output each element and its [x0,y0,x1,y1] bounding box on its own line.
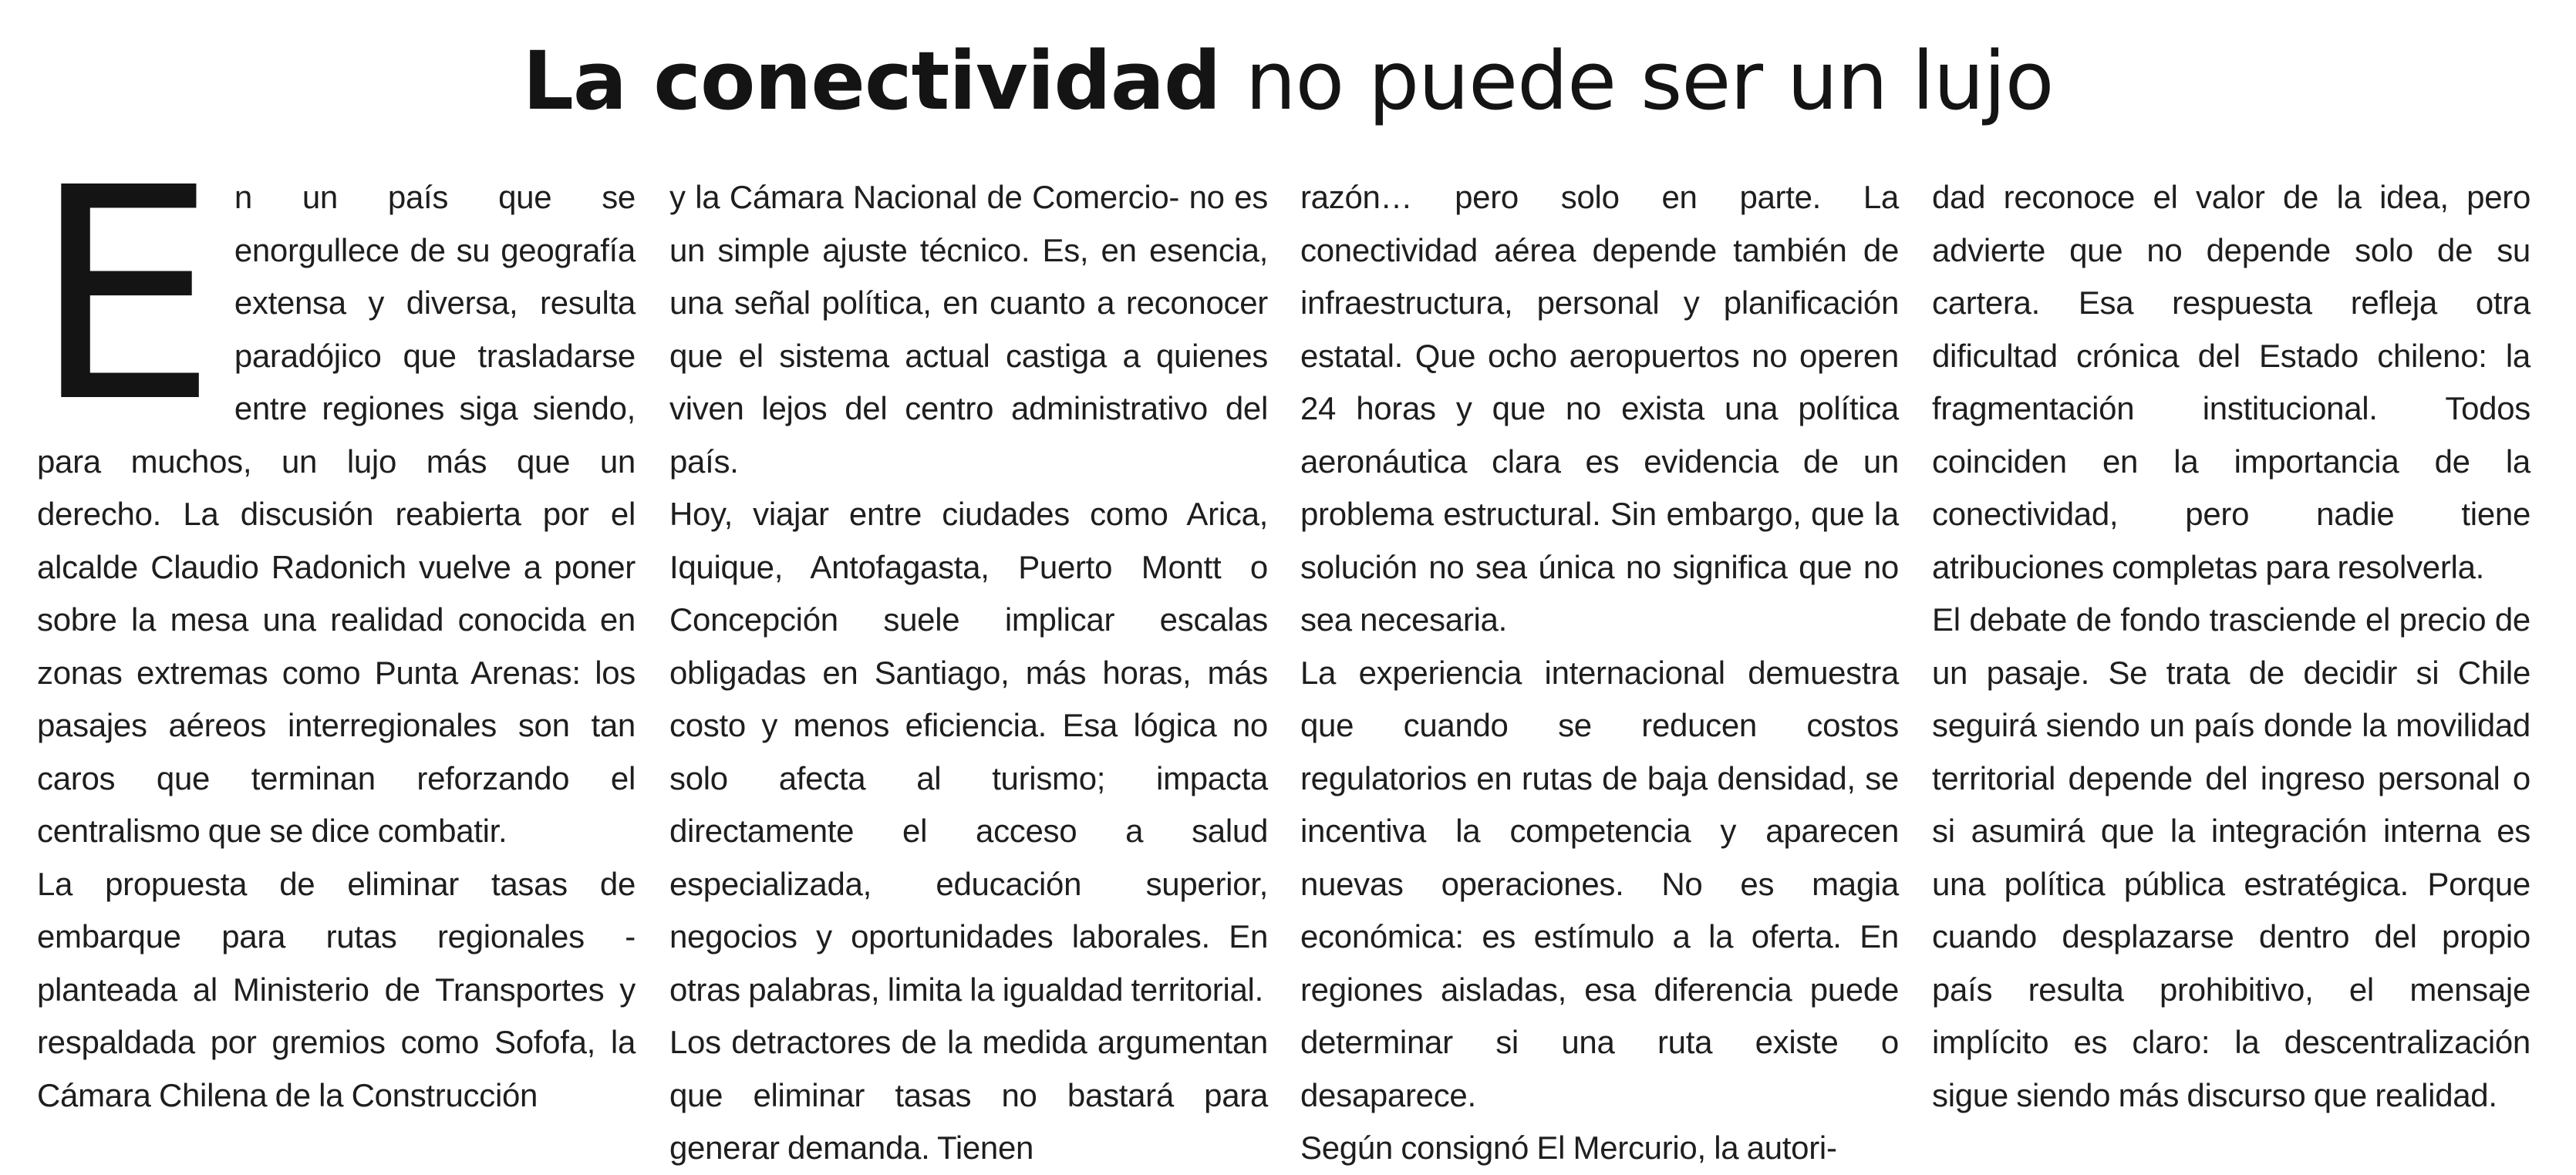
paragraph: razón… pero solo en parte. La conectividad aérea depende también de infraestructura, personal y planificación estatal. Que ocho aeropuertos no operen 24 horas y que no exista una política aeronáutica clara es evidencia de un problema estructural. Sin embargo, que la solución no sea única no significa que no sea necesaria. [1300,179,1899,638]
drop-cap: E [32,125,217,466]
column-1 [32,125,636,1143]
column-4 [1932,171,2530,1143]
paragraph: n un país que se enorgullece de su geografía extensa y diversa, resulta paradójico que trasladarse entre regiones siga siendo, para muchos, un lujo más que un derecho. La discusión reabierta por el alcalde Claudio Radonich vuelve a poner sobre la mesa una realidad conocida en zonas extremas como Punta Arenas: los pasajes aéreos interregionales son tan caros que terminan reforzando el centralismo que se dice combatir. [37,179,636,849]
column-2 [669,171,1268,1166]
paragraph: La propuesta de eliminar tasas de embarque para rutas regionales -planteada al Ministerio de Transportes y respaldada por gremios como Sofofa, la Cámara Chilena de la Construcción [37,865,636,1113]
paragraph: Hoy, viajar entre ciudades como Arica, Iquique, Antofagasta, Puerto Montt o Concepción suele implicar escalas obligadas en Santiago, más horas, más costo y menos eficiencia. Esa lógica no solo afecta al turismo; impacta directamente el acceso a salud especializada, educación superior, negocios y oportunidades laborales. En otras palabras, limita la igualdad territorial. [669,496,1268,1008]
paragraph: dad reconoce el valor de la idea, pero advierte que no depende solo de su cartera. Esa respuesta refleja otra dificultad crónica del Estado chileno: la fragmentación institucional. Todos coinciden en la importancia de la conectividad, pero nadie tiene atribuciones completas para resolverla. [1932,179,2530,585]
paragraph: La experiencia internacional demuestra que cuando se reducen costos regulatorios en rutas de baja densidad, se incentiva la competencia y aparecen nuevas operaciones. No es magia económica: es estímulo a la oferta. En regiones aisladas, esa diferencia puede determinar si una ruta existe o desaparece. [1300,654,1899,1113]
headline-bold: La conectividad [522,34,1221,128]
paragraph: El debate de fondo trasciende el precio de un pasaje. Se trata de decidir si Chile seguirá siendo un país donde la movilidad territorial depende del ingreso personal o si asumirá que la integración interna es una política pública estratégica. Porque cuando desplazarse dentro del propio país resulta prohibitivo, el mensaje implícito es claro: la descentralización sigue siendo más discurso que realidad. [1932,601,2530,1113]
column-3 [1300,171,1899,1166]
headline-light: no puede ser un lujo [1245,34,2054,128]
paragraph: Según consignó El Mercurio, la autori- [1300,1130,1837,1166]
paragraph: Los detractores de la medida argumentan que eliminar tasas no bastará para generar demanda. Tienen [669,1024,1268,1166]
paragraph: y la Cámara Nacional de Comercio- no es un simple ajuste técnico. Es, en esencia, una señal política, en cuanto a reconocer que el sistema actual castiga a quienes viven lejos del centro administrativo del país. [669,179,1268,480]
headline [0,23,2576,139]
